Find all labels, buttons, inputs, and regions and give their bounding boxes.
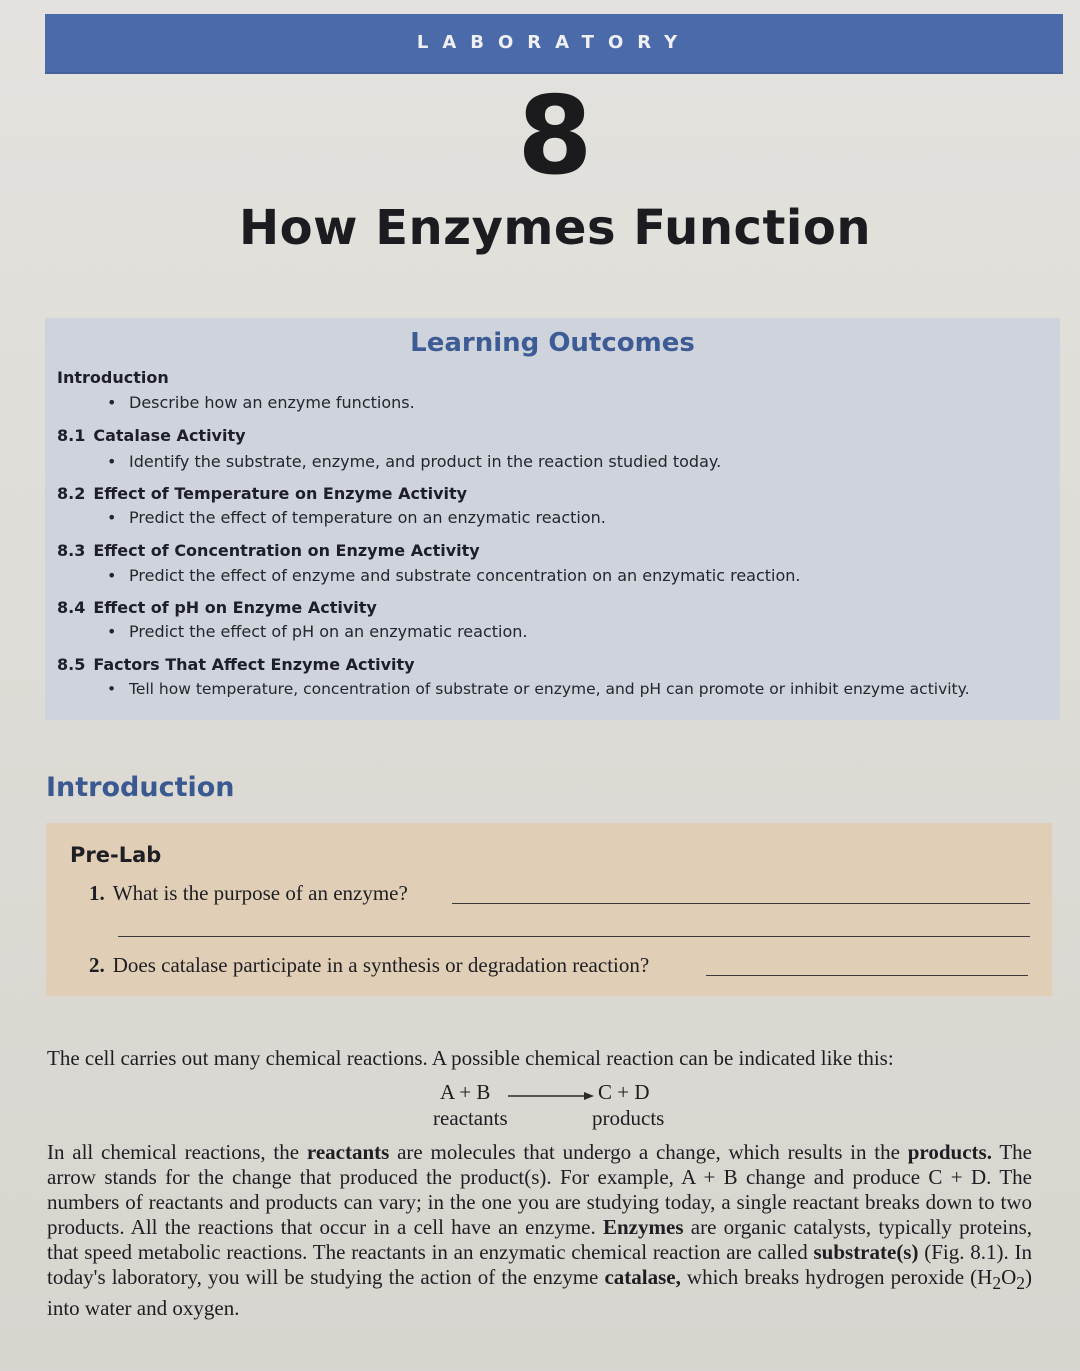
- banner-label: LABORATORY: [416, 32, 692, 53]
- outcome-title-8-4: [57, 598, 377, 617]
- bullet-icon: •: [107, 508, 117, 527]
- term-catalase: catalase,: [604, 1265, 681, 1289]
- page-title: How Enzymes Function: [239, 200, 871, 256]
- prelab-question-2: [89, 953, 649, 978]
- answer-line-2[interactable]: [706, 975, 1028, 976]
- learning-outcomes-heading: Learning Outcomes: [410, 328, 695, 358]
- outcome-number: 8.4: [57, 598, 86, 617]
- outcome-bullet-text: Describe how an enzyme functions.: [129, 393, 415, 412]
- chapter-banner: [45, 14, 1063, 74]
- question-number: 2.: [89, 953, 105, 977]
- intro-paragraph: In all chemical reactions, the reactants are molecules that undergo a change, which results in the products. The arrow stands for the change that produced the product(s). For example, A + B change and produce C + D. The numbers of reactants and products can vary; in the one you are studying today, a single reactant breaks down to two products. All the reactions that occur in a cell have an enzyme. Enzymes are organic catalysts, typically proteins, that speed metabolic reactions. The reactants in an enzymatic chemical reaction are called substrate(s) (Fig. 8.1). In today's laboratory, you will be studying the action of the enzyme catalase, which breaks hydrogen peroxide $(H_2O_2)$ into water and oxygen.: [47, 1140, 1032, 1321]
- prelab-heading: Pre-Lab: [70, 843, 162, 867]
- outcome-title-text: Factors That Affect Enzyme Activity: [93, 655, 415, 674]
- outcome-bullet: [107, 622, 527, 641]
- prelab-box: [46, 823, 1052, 996]
- term-reactants: reactants: [306, 1140, 390, 1164]
- outcome-title-text: Catalase Activity: [93, 426, 246, 445]
- outcome-bullet: [107, 393, 415, 412]
- equation-reactants: A + B: [440, 1080, 491, 1104]
- term-substrates: substrate(s): [813, 1240, 919, 1264]
- outcome-number: 8.5: [57, 655, 86, 674]
- prelab-question-1: [89, 881, 408, 906]
- lead-sentence: The cell carries out many chemical reactions. A possible chemical reaction can be indicated like this:: [47, 1046, 894, 1070]
- outcome-title-text: Effect of Temperature on Enzyme Activity: [93, 484, 468, 503]
- outcome-number: 8.2: [57, 484, 86, 503]
- outcome-title-introduction: [57, 368, 169, 387]
- outcome-bullet-text: Identify the substrate, enzyme, and product in the reaction studied today.: [129, 452, 722, 471]
- outcome-number: 8.1: [57, 426, 86, 445]
- bullet-icon: •: [107, 622, 117, 641]
- answer-line-1[interactable]: [452, 903, 1030, 904]
- outcome-title-8-5: [57, 655, 415, 674]
- outcome-title-8-1: [57, 426, 246, 445]
- term-enzymes: Enzymes: [603, 1215, 684, 1239]
- reaction-arrow-icon: [508, 1090, 594, 1102]
- outcome-title-8-2: [57, 484, 467, 503]
- section-heading-introduction: Introduction: [46, 772, 235, 803]
- outcome-bullet-text: Predict the effect of temperature on an enzymatic reaction.: [129, 508, 606, 527]
- question-number: 1.: [89, 881, 105, 905]
- products-label: products: [592, 1106, 665, 1130]
- question-text: Does catalase participate in a synthesis or degradation reaction?: [112, 953, 650, 977]
- question-text: What is the purpose of an enzyme?: [112, 881, 408, 905]
- bullet-icon: •: [107, 680, 117, 698]
- outcome-bullet-text: Predict the effect of enzyme and substrate concentration on an enzymatic reaction.: [129, 566, 801, 585]
- lab-number: 8: [517, 74, 593, 199]
- outcome-number: 8.3: [57, 541, 86, 560]
- answer-line-1b[interactable]: [118, 936, 1030, 937]
- learning-outcomes-box: [45, 318, 1060, 720]
- term-products: products.: [907, 1140, 992, 1164]
- bullet-icon: •: [107, 393, 117, 412]
- outcome-title-8-3: [57, 541, 480, 560]
- outcome-bullet: [107, 566, 801, 585]
- outcome-bullet: [107, 680, 970, 698]
- outcome-bullet: [107, 452, 721, 471]
- outcome-title-text: Effect of pH on Enzyme Activity: [93, 598, 377, 617]
- outcome-title-text: Effect of Concentration on Enzyme Activity: [93, 541, 480, 560]
- bullet-icon: •: [107, 452, 117, 471]
- reactants-label: reactants: [433, 1106, 508, 1130]
- outcome-bullet-text: Tell how temperature, concentration of substrate or enzyme, and pH can promote or inhibit enzyme activity.: [129, 680, 970, 698]
- outcome-bullet: [107, 508, 606, 527]
- equation-products: C + D: [598, 1080, 650, 1104]
- outcome-title-text: Introduction: [57, 368, 169, 387]
- bullet-icon: •: [107, 566, 117, 585]
- outcome-bullet-text: Predict the effect of pH on an enzymatic reaction.: [129, 622, 528, 641]
